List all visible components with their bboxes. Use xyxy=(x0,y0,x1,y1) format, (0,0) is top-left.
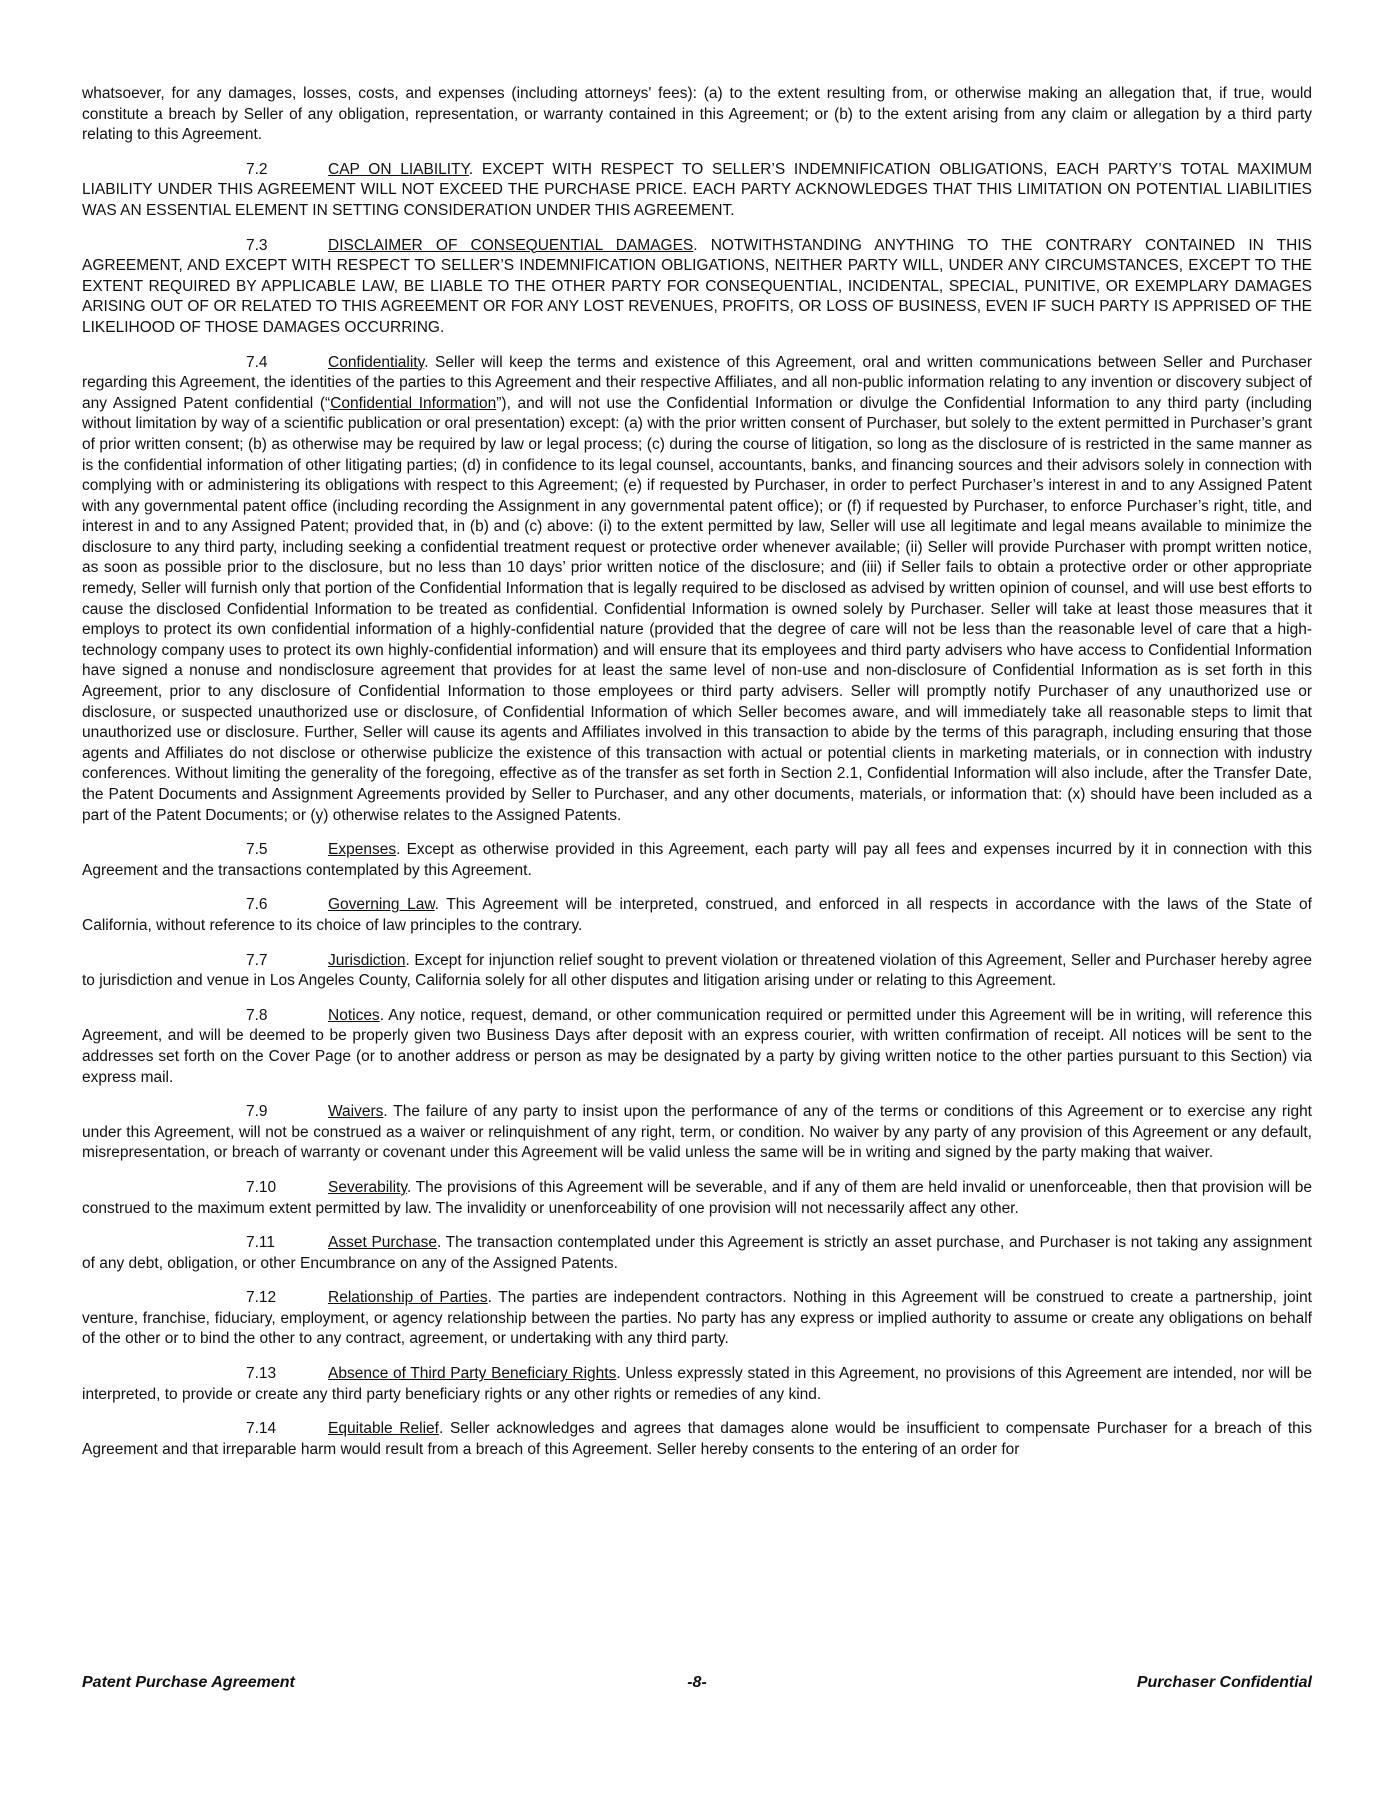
section-text: . Any notice, request, demand, or other communication required or permitted under this Agreement will be in writing, will reference this Agreement, and will be deemed to be properly given two Business Days after deposit with an express courier, with written confirmation of receipt. All notices will be sent to the addresses set forth on the Cover Page (or to another address or person as may be designated by a party by giving written notice to the other parties pursuant to this Section) via express mail. xyxy=(82,1006,1312,1086)
section-7-2 xyxy=(82,160,1312,222)
section-number: 7.13 xyxy=(246,1365,277,1383)
section-number: 7.12 xyxy=(246,1289,277,1307)
section-heading: Relationship of Parties xyxy=(328,1289,488,1307)
section-text: . The failure of any party to insist upon the performance of any of the terms or conditions of this Agreement or to exercise any right under this Agreement, will not be construed as a waiver or relinquishment of any right, term, or condition. No waiver by any party of any provision of this Agreement or any default, misrepresentation, or breach of warranty or covenant under this Agreement will be valid unless the same will be in writing and signed by the party making that waiver. xyxy=(82,1103,1312,1162)
section-text: . NOTWITHSTANDING ANYTHING TO THE CONTRARY CONTAINED IN THIS AGREEMENT, AND EXCEPT WITH RESPECT TO SELLER’S INDEMNIFICATION OBLIGATIONS, NEITHER PARTY WILL, UNDER ANY CIRCUMSTANCES, EXCEPT TO THE EXTENT REQUIRED BY APPLICABLE LAW, BE LIABLE TO THE OTHER PARTY FOR CONSEQUENTIAL, INCIDENTAL, SPECIAL, PUNITIVE, OR EXEMPLARY DAMAGES ARISING OUT OF OR RELATED TO THIS AGREEMENT OR FOR ANY LOST REVENUES, PROFITS, OR LOSS OF BUSINESS, EVEN IF SUCH PARTY IS APPRISED OF THE LIKELIHOOD OF THOSE DAMAGES OCCURRING. xyxy=(82,236,1312,336)
footer-confidentiality-label: Purchaser Confidential xyxy=(1136,1674,1312,1691)
section-heading: DISCLAIMER OF CONSEQUENTIAL DAMAGES xyxy=(328,236,694,254)
section-text: . Except for injunction relief sought to prevent violation or threatened violation of this Agreement, Seller and Purchaser hereby agree to jurisdiction and venue in Los Angeles County, California solely for all other disputes and litigation arising under or relating to this Agreement. xyxy=(82,951,1312,990)
section-heading: Jurisdiction xyxy=(328,951,406,969)
section-number: 7.4 xyxy=(246,353,268,371)
section-7-13 xyxy=(82,1364,1312,1405)
section-heading: CAP ON LIABILITY xyxy=(328,160,469,178)
section-text: . Seller acknowledges and agrees that damages alone would be insufficient to compensate Purchaser for a breach of this Agreement and that irreparable harm would result from a breach of this Agreement. Seller hereby consents to the entering of an order for xyxy=(82,1420,1312,1458)
section-number: 7.7 xyxy=(246,951,268,969)
section-number: 7.3 xyxy=(246,236,268,254)
section-number: 7.6 xyxy=(246,896,268,914)
section-7-9 xyxy=(82,1102,1312,1164)
section-7-12 xyxy=(82,1288,1312,1350)
section-heading: Waivers xyxy=(328,1103,384,1121)
section-number: 7.5 xyxy=(246,841,268,859)
section-7-14 xyxy=(82,1419,1312,1460)
section-7-3 xyxy=(82,236,1312,339)
section-number: 7.14 xyxy=(246,1420,277,1438)
section-7-4 xyxy=(82,353,1312,827)
section-heading: Confidentiality xyxy=(328,353,425,371)
defined-term: Confidential Information xyxy=(330,394,497,412)
section-heading: Governing Law xyxy=(328,896,435,914)
section-7-5 xyxy=(82,840,1312,881)
opening-paragraph: whatsoever, for any damages, losses, costs, and expenses (including attorneys' fees): (a) to the extent resulting from, or otherwise making an allegation that, if true, would constitute a breach by Seller of any obligation, representation, or warranty contained in this Agreement; or (b) to the extent arising from any claim or allegation by a third party relating to this Agreement. xyxy=(82,85,1312,144)
section-heading: Asset Purchase xyxy=(328,1234,437,1252)
section-heading: Notices xyxy=(328,1006,380,1024)
section-7-10 xyxy=(82,1178,1312,1219)
section-text-continued: ”), and will not use the Confidential Information or divulge the Confidential Information to any third party (including without limitation by way of a scientific publication or oral presentation) except: (a) with the prior written consent of Purchaser, but solely to the extent permitted in Purchaser’s grant of prior written consent; (b) as otherwise may be required by law or legal process; (c) during the course of litigation, so long as the disclosure of is restricted in the same manner as is the confidential information of other litigating parties; (d) in confidence to its legal counsel, accountants, banks, and financing sources and their advisors solely in connection with complying with or administering its obligations with respect to this Agreement; (e) if requested by Purchaser, in order to perfect Purchaser’s interest in and to any Assigned Patent with any governmental patent office (including recording the Assignment in any governmental patent office); or (f) if requested by Purchaser, to enforce Purchaser’s right, title, and interest in and to any Assigned Patent; provided that, in (b) and (c) above: (i) to the extent permitted by law, Seller will use all legitimate and legal means available to minimize the disclosure to any third party, including seeking a confidential treatment request or protective order whenever available; (ii) Seller will provide Purchaser with prompt written notice, as soon as possible prior to the disclosure, but no less than 10 days’ prior written notice of the disclosure; and (iii) if Seller fails to obtain a protective order or other appropriate remedy, Seller will furnish only that portion of the Confidential Information that is legally required to be disclosed as advised by written opinion of counsel, and will use best efforts to cause the disclosed Confidential Information to be treated as confidential. Confidential Information is owned solely by Purchaser. Seller will take at least those measures that it employs to protect its own confidential information of a highly-confidential nature (provided that the degree of care will not be less than the reasonable level of care that a high-technology company uses to protect its own highly-confidential information) and will ensure that its employees and third party advisers who have access to Confidential Information have signed a nonuse and nondisclosure agreement that provides for at least the same level of non-use and non-disclosure of Confidential Information as is set forth in this Agreement, prior to any disclosure of Confidential Information to those employees or third party advisers. Seller will promptly notify Purchaser of any unauthorized use or disclosure, or suspected unauthorized use or disclosure, of Confidential Information of which Seller becomes aware, and will immediately take all reasonable steps to limit that unauthorized use or disclosure. Further, Seller will cause its agents and Affiliates involved in this transaction to abide by the terms of this paragraph, including ensuring that those agents and Affiliates do not disclose or otherwise publicize the existence of this transaction with actual or potential clients in marketing materials, or in connection with industry conferences. Without limiting the generality of the foregoing, effective as of the transfer as set forth in Section 2.1, Confidential Information will also include, after the Transfer Date, the Patent Documents and Assignment Agreements provided by Seller to Purchaser, and any other documents, materials, or information that: (x) should have been included as a part of the Patent Documents; or (y) otherwise relates to the Assigned Patents. xyxy=(82,394,1312,824)
section-text: . The provisions of this Agreement will be severable, and if any of them are held invalid or unenforceable, then that provision will be construed to the maximum extent permitted by law. The invalidity or unenforceability of one provision will not necessarily affect any other. xyxy=(82,1178,1312,1217)
section-text: . This Agreement will be interpreted, construed, and enforced in all respects in accordance with the laws of the State of California, without reference to its choice of law principles to the contrary. xyxy=(82,896,1312,934)
section-number: 7.9 xyxy=(246,1103,268,1121)
section-text: . Except as otherwise provided in this Agreement, each party will pay all fees and expenses incurred by it in connection with this Agreement and the transactions contemplated by this Agreement. xyxy=(82,841,1312,879)
section-7-8 xyxy=(82,1006,1312,1088)
document-page xyxy=(82,84,1312,1474)
section-heading: Equitable Relief xyxy=(328,1420,439,1438)
section-text: . The transaction contemplated under this Agreement is strictly an asset purchase, and Purchaser is not taking any assignment of any debt, obligation, or other Encumbrance on any of the Assigned Patents. xyxy=(82,1234,1312,1272)
section-7-7 xyxy=(82,951,1312,992)
section-text: . The parties are independent contractors. Nothing in this Agreement will be construed to create a partnership, joint venture, franchise, fiduciary, employment, or agency relationship between the parties. No party has any express or implied authority to assume or create any obligations on behalf of the other or to bind the other to any contract, agreement, or undertaking with any third party. xyxy=(82,1289,1312,1348)
section-number: 7.10 xyxy=(246,1178,277,1196)
section-number: 7.8 xyxy=(246,1006,268,1024)
section-heading: Expenses xyxy=(328,841,397,859)
section-number: 7.11 xyxy=(246,1234,276,1252)
section-7-6 xyxy=(82,895,1312,936)
page-footer xyxy=(82,1674,1312,1696)
section-7-11 xyxy=(82,1233,1312,1274)
section-heading: Severability xyxy=(328,1178,407,1196)
section-text: . Seller will keep the terms and existence of this Agreement, oral and written communications between Seller and Purchaser regarding this Agreement, the identities of the parties to this Agreement and their respective Affiliates, and all non-public information relating to any invention or discovery subject of any Assigned Patent confidential (“ xyxy=(82,353,1312,412)
section-number: 7.2 xyxy=(246,160,268,178)
footer-document-title: Patent Purchase Agreement xyxy=(82,1674,295,1691)
section-text: . EXCEPT WITH RESPECT TO SELLER’S INDEMNIFICATION OBLIGATIONS, EACH PARTY’S TOTAL MAXIMUM LIABILITY UNDER THIS AGREEMENT WILL NOT EXCEED THE PURCHASE PRICE. EACH PARTY ACKNOWLEDGES THAT THIS LIMITATION ON POTENTIAL LIABILITIES WAS AN ESSENTIAL ELEMENT IN SETTING CONSIDERATION UNDER THIS AGREEMENT. xyxy=(82,160,1312,219)
section-heading: Absence of Third Party Beneficiary Rights xyxy=(328,1365,617,1383)
page-number: -8- xyxy=(687,1674,707,1691)
section-text: . Unless expressly stated in this Agreement, no provisions of this Agreement are intended, nor will be interpreted, to provide or create any third party beneficiary rights or any other rights or remedies of any kind. xyxy=(82,1365,1312,1403)
